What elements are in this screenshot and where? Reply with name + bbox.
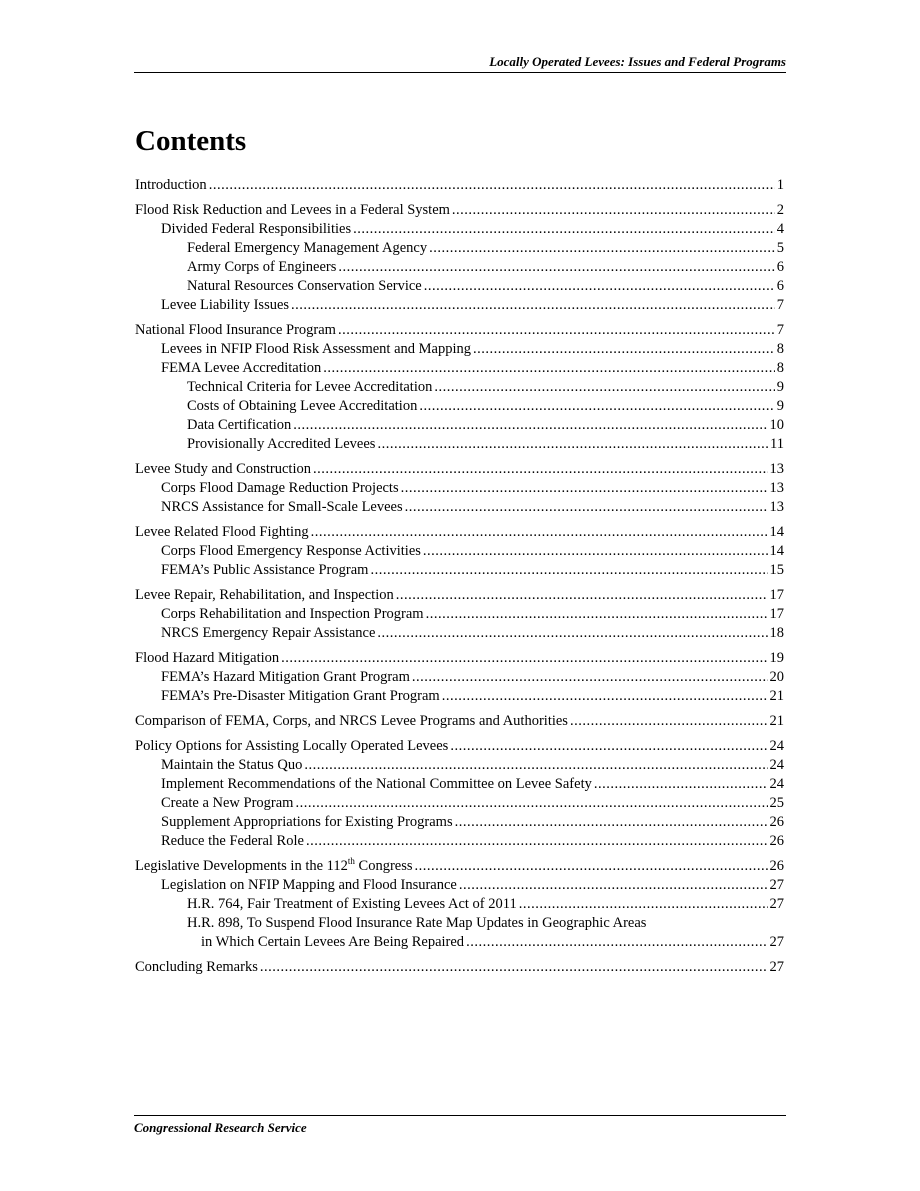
toc-entry-costs-accreditation[interactable]: Costs of Obtaining Levee Accreditation ..... 9 — [135, 397, 784, 416]
page-footer — [134, 1115, 786, 1136]
toc-entry-nfip[interactable]: National Flood Insurance Program ..... 7 — [135, 321, 784, 340]
toc-entry-levees-in-nfip[interactable]: Levees in NFIP Flood Risk Assessment and Mapping ..... 8 — [135, 340, 784, 359]
page-title: Contents — [135, 125, 247, 157]
toc-entry-divided-federal-responsibilities[interactable]: Divided Federal Responsibilities ..... 4 — [135, 220, 784, 239]
table-of-contents — [135, 176, 784, 977]
toc-entry-policy-options[interactable]: Policy Options for Assisting Locally Operated Levees ..... 24 — [135, 737, 784, 756]
toc-entry-reduce-federal-role[interactable]: Reduce the Federal Role ..... 26 — [135, 832, 784, 851]
toc-entry-fema-pdm[interactable]: FEMA’s Pre-Disaster Mitigation Grant Program ..... 21 — [135, 687, 784, 706]
toc-entry-introduction[interactable]: Introduction ..... 1 — [135, 176, 784, 195]
toc-entry-fema[interactable]: Federal Emergency Management Agency ..... 5 — [135, 239, 784, 258]
toc-entry-hr-764[interactable]: H.R. 764, Fair Treatment of Existing Levees Act of 2011 ..... 27 — [135, 895, 784, 914]
toc-entry-corps-emergency-response[interactable]: Corps Flood Emergency Response Activities ..... 14 — [135, 542, 784, 561]
toc-entry-national-committee[interactable]: Implement Recommendations of the National Committee on Levee Safety ..... 24 — [135, 775, 784, 794]
toc-entry-data-certification[interactable]: Data Certification ..... 10 — [135, 416, 784, 435]
toc-entry-hr-898[interactable]: H.R. 898, To Suspend Flood Insurance Rate Map Updates in Geographic Areas in Which Certain Levees Are Being Repaired ..... 27 — [135, 914, 784, 952]
toc-entry-flood-fighting[interactable]: Levee Related Flood Fighting ..... 14 — [135, 523, 784, 542]
toc-entry-nrcs-small-scale[interactable]: NRCS Assistance for Small-Scale Levees ..... 13 — [135, 498, 784, 517]
toc-entry-fema-accreditation[interactable]: FEMA Levee Accreditation ..... 8 — [135, 359, 784, 378]
toc-entry-status-quo[interactable]: Maintain the Status Quo ..... 24 — [135, 756, 784, 775]
running-title: Locally Operated Levees: Issues and Federal Programs — [489, 54, 786, 69]
toc-entry-nfip-legislation[interactable]: Legislation on NFIP Mapping and Flood Insurance ..... 27 — [135, 876, 784, 895]
toc-entry-levee-liability[interactable]: Levee Liability Issues ..... 7 — [135, 296, 784, 315]
toc-entry-levee-repair[interactable]: Levee Repair, Rehabilitation, and Inspection ..... 17 — [135, 586, 784, 605]
toc-entry-flood-risk-reduction[interactable]: Flood Risk Reduction and Levees in a Federal System ..... 2 — [135, 201, 784, 220]
toc-entry-new-program[interactable]: Create a New Program ..... 25 — [135, 794, 784, 813]
toc-entry-army-corps[interactable]: Army Corps of Engineers ..... 6 — [135, 258, 784, 277]
toc-entry-supplement-appropriations[interactable]: Supplement Appropriations for Existing Programs ..... 26 — [135, 813, 784, 832]
running-header — [134, 52, 786, 73]
toc-entry-fema-hmgp[interactable]: FEMA’s Hazard Mitigation Grant Program ..... 20 — [135, 668, 784, 687]
toc-entry-nrcs-emergency-repair[interactable]: NRCS Emergency Repair Assistance ..... 18 — [135, 624, 784, 643]
toc-entry-comparison[interactable]: Comparison of FEMA, Corps, and NRCS Levee Programs and Authorities ..... 21 — [135, 712, 784, 731]
toc-entry-provisionally-accredited[interactable]: Provisionally Accredited Levees ..... 11 — [135, 435, 784, 454]
toc-entry-nrcs[interactable]: Natural Resources Conservation Service ..... 6 — [135, 277, 784, 296]
toc-entry-corps-flood-damage[interactable]: Corps Flood Damage Reduction Projects ..... 13 — [135, 479, 784, 498]
footer-source: Congressional Research Service — [134, 1120, 307, 1135]
toc-entry-corps-rehabilitation[interactable]: Corps Rehabilitation and Inspection Program ..... 17 — [135, 605, 784, 624]
toc-entry-flood-hazard-mitigation[interactable]: Flood Hazard Mitigation ..... 19 — [135, 649, 784, 668]
toc-entry-technical-criteria[interactable]: Technical Criteria for Levee Accreditation ..... 9 — [135, 378, 784, 397]
toc-entry-legislative-developments[interactable]: Legislative Developments in the 112th Congress ..... 26 — [135, 857, 784, 876]
toc-entry-fema-public-assistance[interactable]: FEMA’s Public Assistance Program ..... 15 — [135, 561, 784, 580]
toc-entry-concluding-remarks[interactable]: Concluding Remarks ..... 27 — [135, 958, 784, 977]
toc-entry-levee-study[interactable]: Levee Study and Construction ..... 13 — [135, 460, 784, 479]
